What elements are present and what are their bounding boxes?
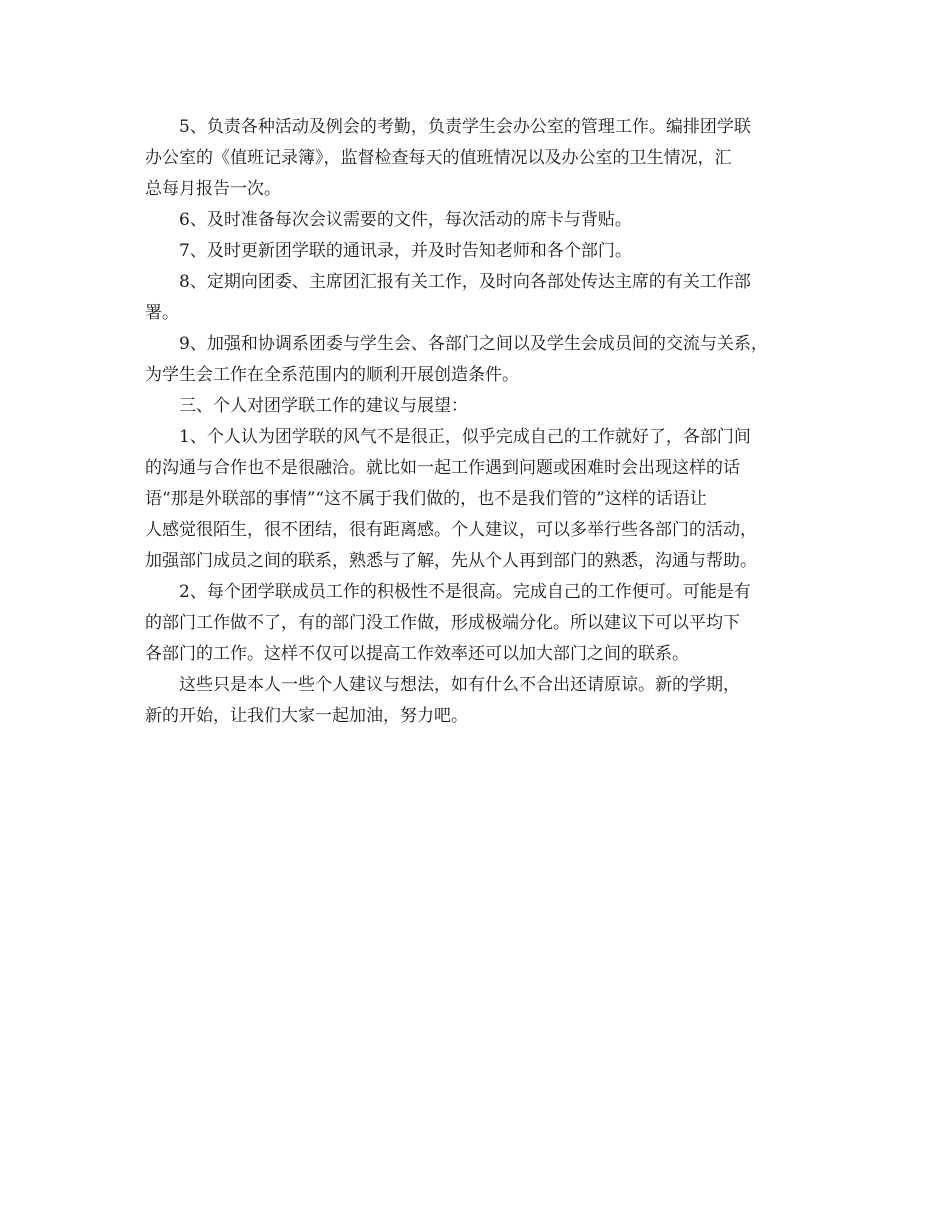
paragraph-line: 语“那是外联部的事情”“这不属于我们做的，也不是我们管的”这样的话语让 — [145, 489, 707, 509]
paragraph-line: 人感觉很陌生，很不团结，很有距离感。个人建议，可以多举行些各部门的活动， — [145, 520, 757, 540]
paragraph-line: 署。 — [145, 303, 179, 323]
paragraph-item-5 — [145, 112, 813, 205]
paragraph-line: 这些只是本人一些个人建议与想法，如有什么不合出还请原谅。新的学期， — [179, 675, 740, 695]
closing-paragraph — [145, 670, 813, 732]
paragraph-line: 1、个人认为团学联的风气不是很正，似乎完成自己的工作就好了，各部门间 — [179, 427, 751, 447]
suggestion-item-2 — [145, 577, 813, 670]
paragraph-item-9 — [145, 329, 813, 391]
paragraph-line: 的部门工作做不了，有的部门没工作做，形成极端分化。所以建议下可以平均下 — [145, 613, 740, 633]
paragraph-line: 总每月报告一次。 — [145, 179, 281, 199]
paragraph-line: 的沟通与合作也不是很融洽。就比如一起工作遇到问题或困难时会出现这样的话 — [145, 458, 740, 478]
paragraph-line: 8、定期向团委、主席团汇报有关工作，及时向各部处传达主席的有关工作部 — [179, 272, 751, 292]
suggestion-item-1 — [145, 422, 813, 577]
document-body — [145, 112, 813, 732]
paragraph-line: 9、加强和协调系团委与学生会、各部门之间以及学生会成员间的交流与关系， — [179, 334, 768, 354]
paragraph-line: 7、及时更新团学联的通讯录，并及时告知老师和各个部门。 — [179, 241, 632, 261]
paragraph-item-6 — [145, 205, 813, 236]
paragraph-line: 2、每个团学联成员工作的积极性不是很高。完成自己的工作便可。可能是有 — [179, 582, 751, 602]
paragraph-item-7 — [145, 236, 813, 267]
paragraph-line: 办公室的《值班记录簿》，监督检查每天的值班情况以及办公室的卫生情况，汇 — [145, 148, 732, 168]
paragraph-line: 新的开始，让我们大家一起加油，努力吧。 — [145, 706, 468, 726]
paragraph-line: 各部门的工作。这样不仅可以提高工作效率还可以加大部门之间的联系。 — [145, 644, 689, 664]
paragraph-line: 5、负责各种活动及例会的考勤，负责学生会办公室的管理工作。编排团学联 — [179, 117, 751, 137]
paragraph-item-8 — [145, 267, 813, 329]
paragraph-line: 6、及时准备每次会议需要的文件，每次活动的席卡与背贴。 — [179, 210, 632, 230]
section-heading-suggestions — [145, 391, 813, 422]
section-heading-text: 三、个人对团学联工作的建议与展望： — [179, 396, 468, 416]
paragraph-line: 加强部门成员之间的联系，熟悉与了解，先从个人再到部门的熟悉，沟通与帮助。 — [145, 551, 757, 571]
paragraph-line: 为学生会工作在全系范围内的顺利开展创造条件。 — [145, 365, 519, 385]
